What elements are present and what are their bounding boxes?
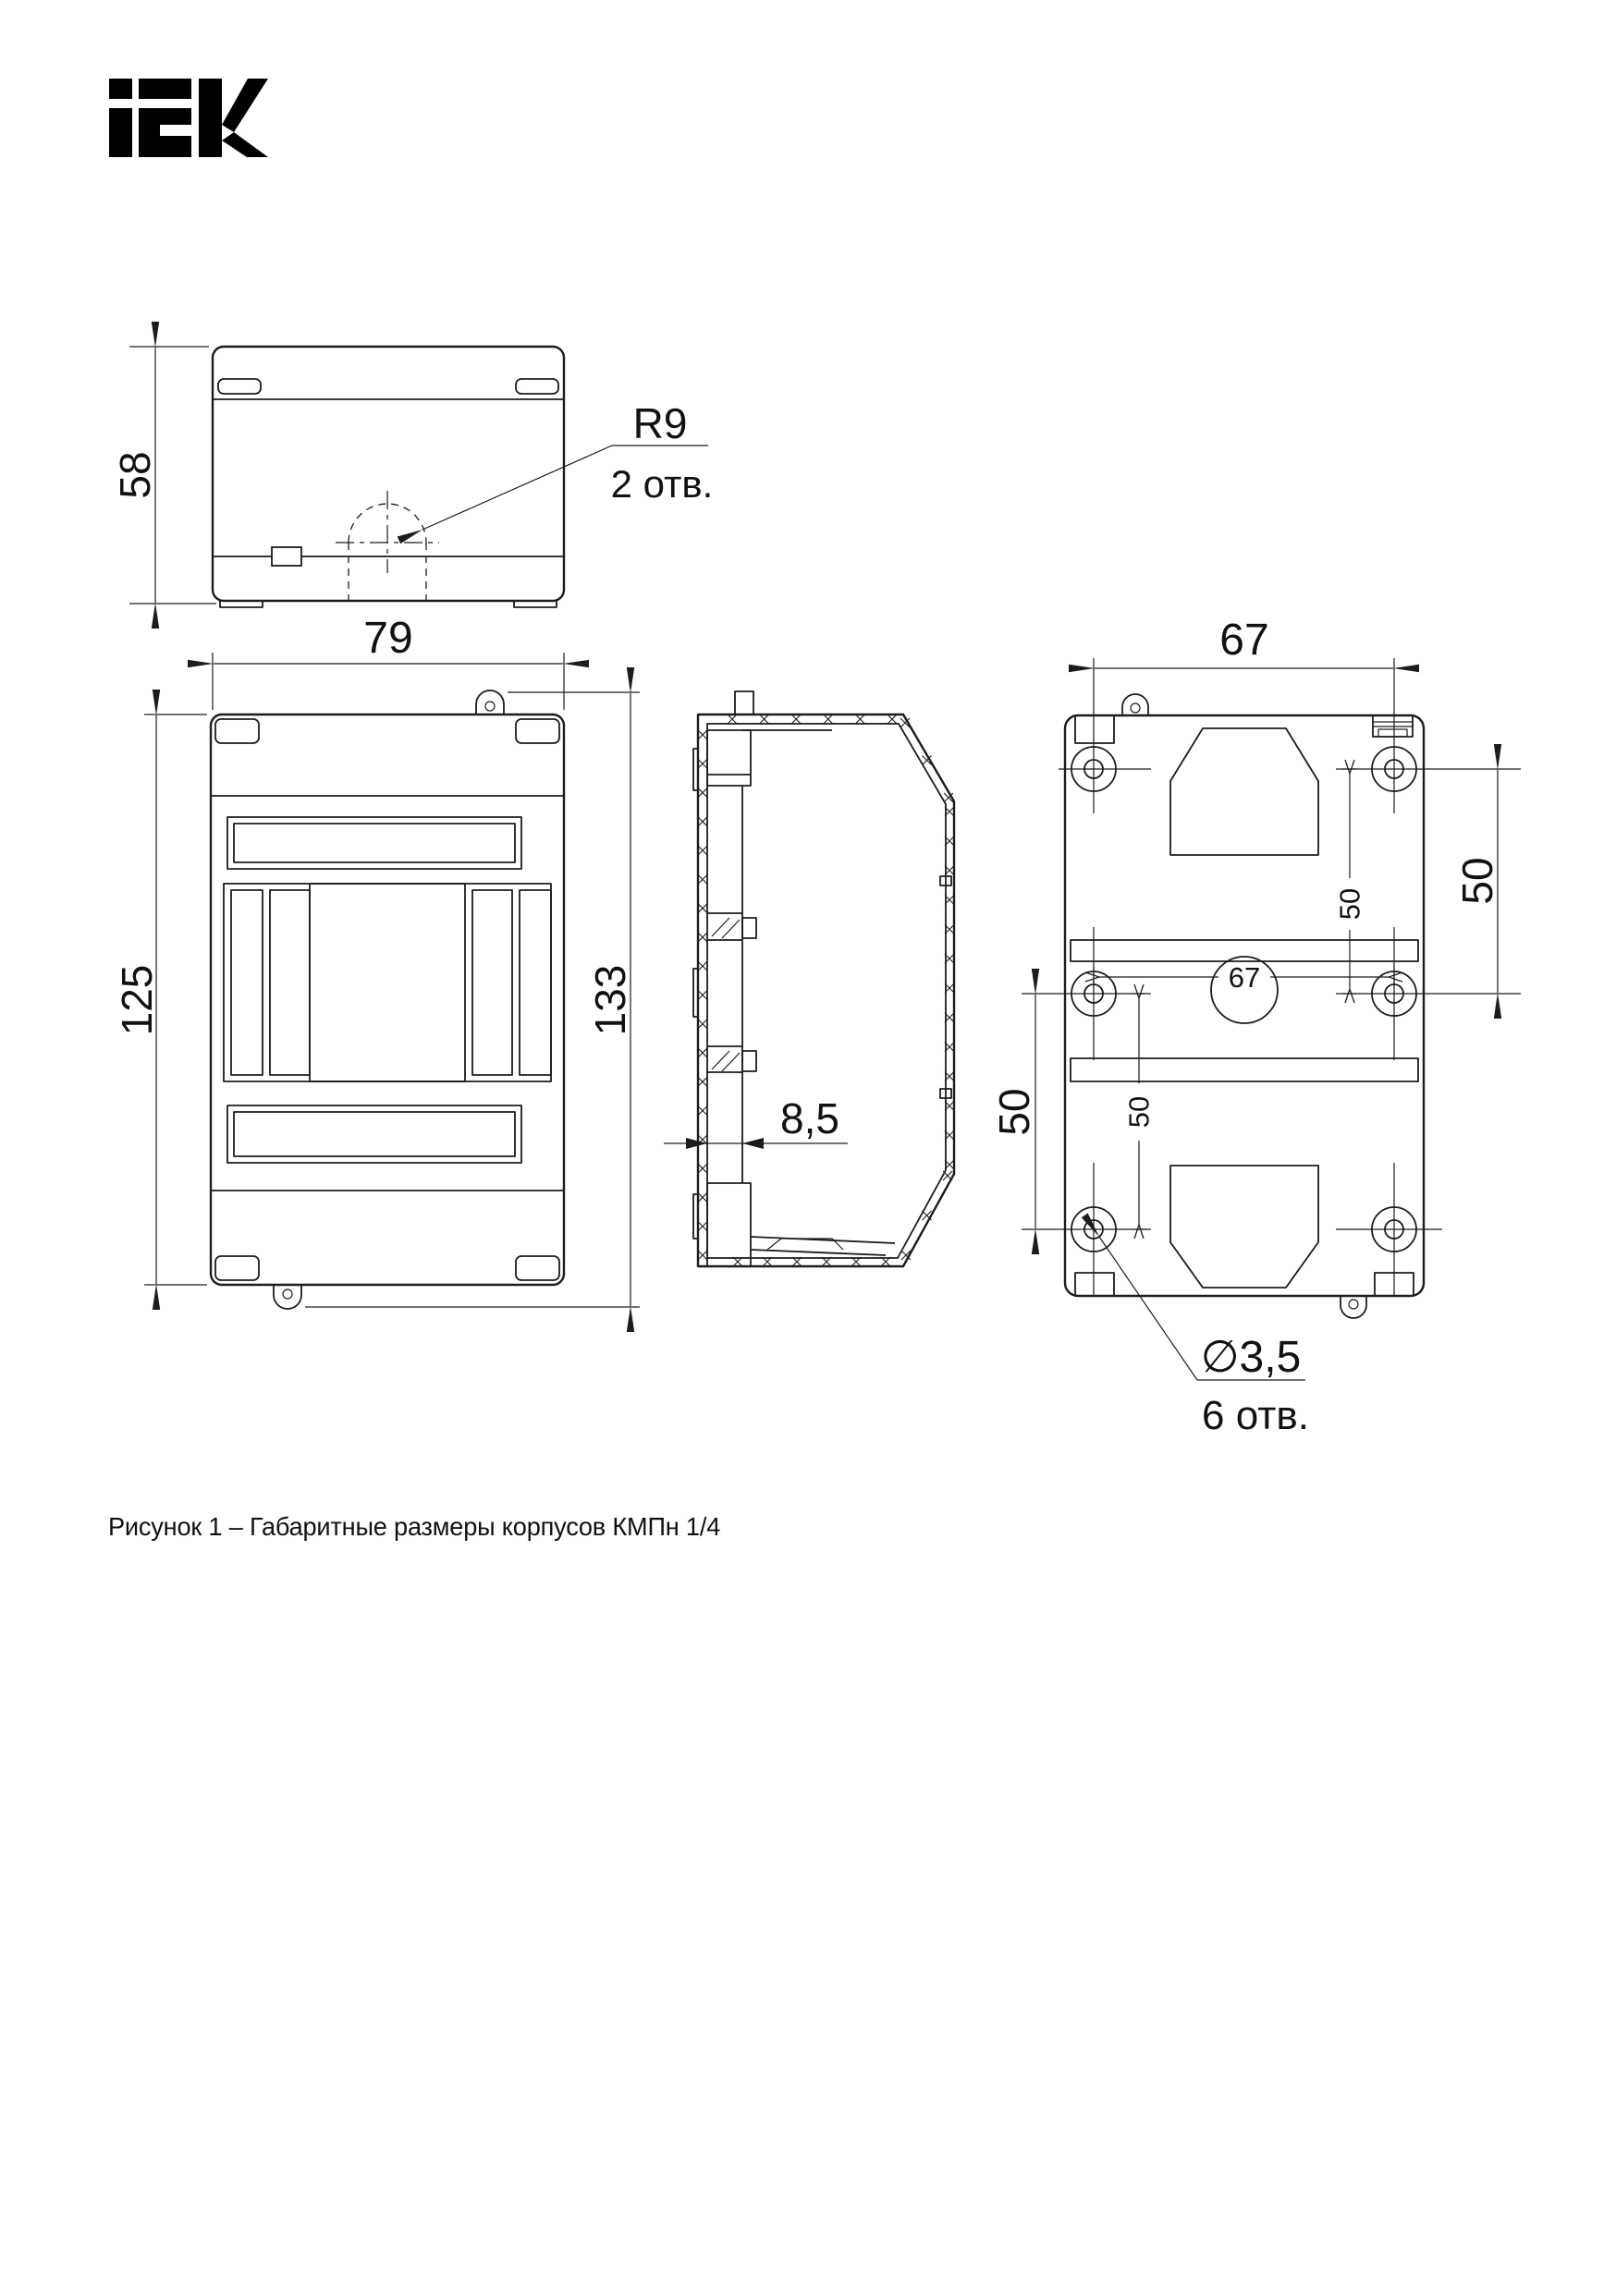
din-latch-right: [1373, 715, 1413, 737]
label-window-inner: [234, 1112, 515, 1156]
ear-hole: [1349, 1300, 1358, 1309]
top-view-body: [213, 347, 564, 601]
bottom-tab: [1075, 1273, 1114, 1296]
dim-58: [111, 347, 216, 604]
logo-k-upper-arm: [222, 79, 268, 132]
arrowhead: [742, 1138, 764, 1149]
front-view-body: [211, 714, 564, 1285]
hole-count-label: 6 отв.: [1202, 1393, 1309, 1438]
hole-spacing-label: 50: [990, 1088, 1038, 1136]
width-label: 79: [363, 614, 413, 663]
ear-hole: [485, 702, 495, 711]
lid-clip: [218, 379, 261, 394]
din-block-top: [707, 730, 751, 786]
figure-caption: Рисунок 1 – Габаритные размеры корпусов КМПн 1/4: [108, 1512, 721, 1541]
din-block-bottom: [707, 1183, 751, 1266]
label-window-inner: [234, 824, 515, 862]
hole-spacing-label: 50: [1453, 857, 1501, 905]
logo-i-dot: [109, 79, 132, 99]
cable-knockout-bottom: [1170, 1166, 1318, 1288]
ear-hole: [1131, 703, 1140, 713]
hole-spacing-label: 50: [1122, 1095, 1156, 1129]
front-view: [113, 614, 640, 1309]
lid-clip: [215, 1256, 259, 1280]
wall-bump: [693, 1194, 698, 1239]
top-view: [111, 347, 713, 607]
module-frame: [224, 884, 551, 1081]
logo-k-lower-arm: [222, 132, 268, 157]
logo-i-stem: [109, 108, 132, 157]
leader-line: [422, 446, 612, 530]
logo-e-top: [139, 79, 191, 99]
lid-clip: [516, 719, 559, 743]
back-view-body: [1065, 715, 1424, 1296]
hole-spacing-label: 50: [1333, 887, 1366, 921]
back-view: [990, 616, 1521, 1438]
dim-50-right: [1453, 770, 1501, 993]
hole-spacing-label: 67: [1228, 961, 1261, 994]
mounting-hole: [1336, 927, 1521, 1060]
din-latch-left: [1075, 715, 1114, 743]
module-rib: [231, 890, 263, 1075]
dim-79: [213, 614, 564, 710]
side-view: [664, 691, 954, 1266]
dim-50-left: [990, 995, 1038, 1228]
dim-50-left-inner: [1123, 994, 1156, 1229]
mounting-hole: [1059, 658, 1151, 813]
dim-8-5: [664, 1094, 848, 1149]
callout-dia35: [1099, 1237, 1309, 1438]
front-depth-label: 8,5: [780, 1094, 839, 1142]
mounting-hole: [1336, 658, 1521, 813]
knockout-radius-label: R9: [632, 399, 688, 447]
din-rail-slot: [1071, 1058, 1418, 1081]
callout-r9: [422, 399, 713, 530]
module-window: [310, 884, 465, 1081]
overall-height-label: 133: [586, 964, 634, 1036]
logo-k-stem: [199, 79, 222, 157]
mounting-ear: [274, 1285, 301, 1309]
iek-logo: [109, 79, 268, 157]
mounting-hole: [1336, 1163, 1442, 1296]
ear-hole: [283, 1289, 292, 1299]
logo-e-body: [139, 108, 191, 157]
module-rib: [270, 890, 310, 1075]
knockout-count-label: 2 отв.: [610, 462, 714, 506]
cable-knockout-top: [1170, 728, 1318, 855]
wall-bump: [693, 969, 698, 1017]
dim-125: [113, 714, 207, 1285]
floor-line: [751, 1237, 895, 1243]
lid-clip: [516, 379, 558, 394]
clip-tab: [742, 918, 756, 938]
dim-67-top: [1095, 616, 1393, 668]
latch-slot: [272, 547, 301, 566]
clip-tab: [742, 1051, 756, 1071]
height-label: 125: [113, 964, 161, 1036]
din-rail-slot: [1071, 940, 1418, 961]
module-rib: [520, 890, 551, 1075]
dim-50-right-inner: [1334, 769, 1366, 994]
hole-diameter-label: ∅3,5: [1200, 1333, 1302, 1382]
module-rib: [472, 890, 512, 1075]
lid-clip: [215, 719, 259, 743]
dim-67-inner: [1094, 961, 1394, 994]
wall-bump: [693, 749, 698, 790]
floor-line: [751, 1250, 886, 1255]
label-window-outer: [227, 1105, 521, 1163]
label-window-outer: [227, 817, 521, 869]
height-label: 58: [111, 451, 159, 499]
hole-spacing-label: 67: [1219, 616, 1269, 665]
lid-clip: [516, 1256, 559, 1280]
arrowhead: [686, 1138, 707, 1149]
mounting-ear: [735, 691, 753, 714]
